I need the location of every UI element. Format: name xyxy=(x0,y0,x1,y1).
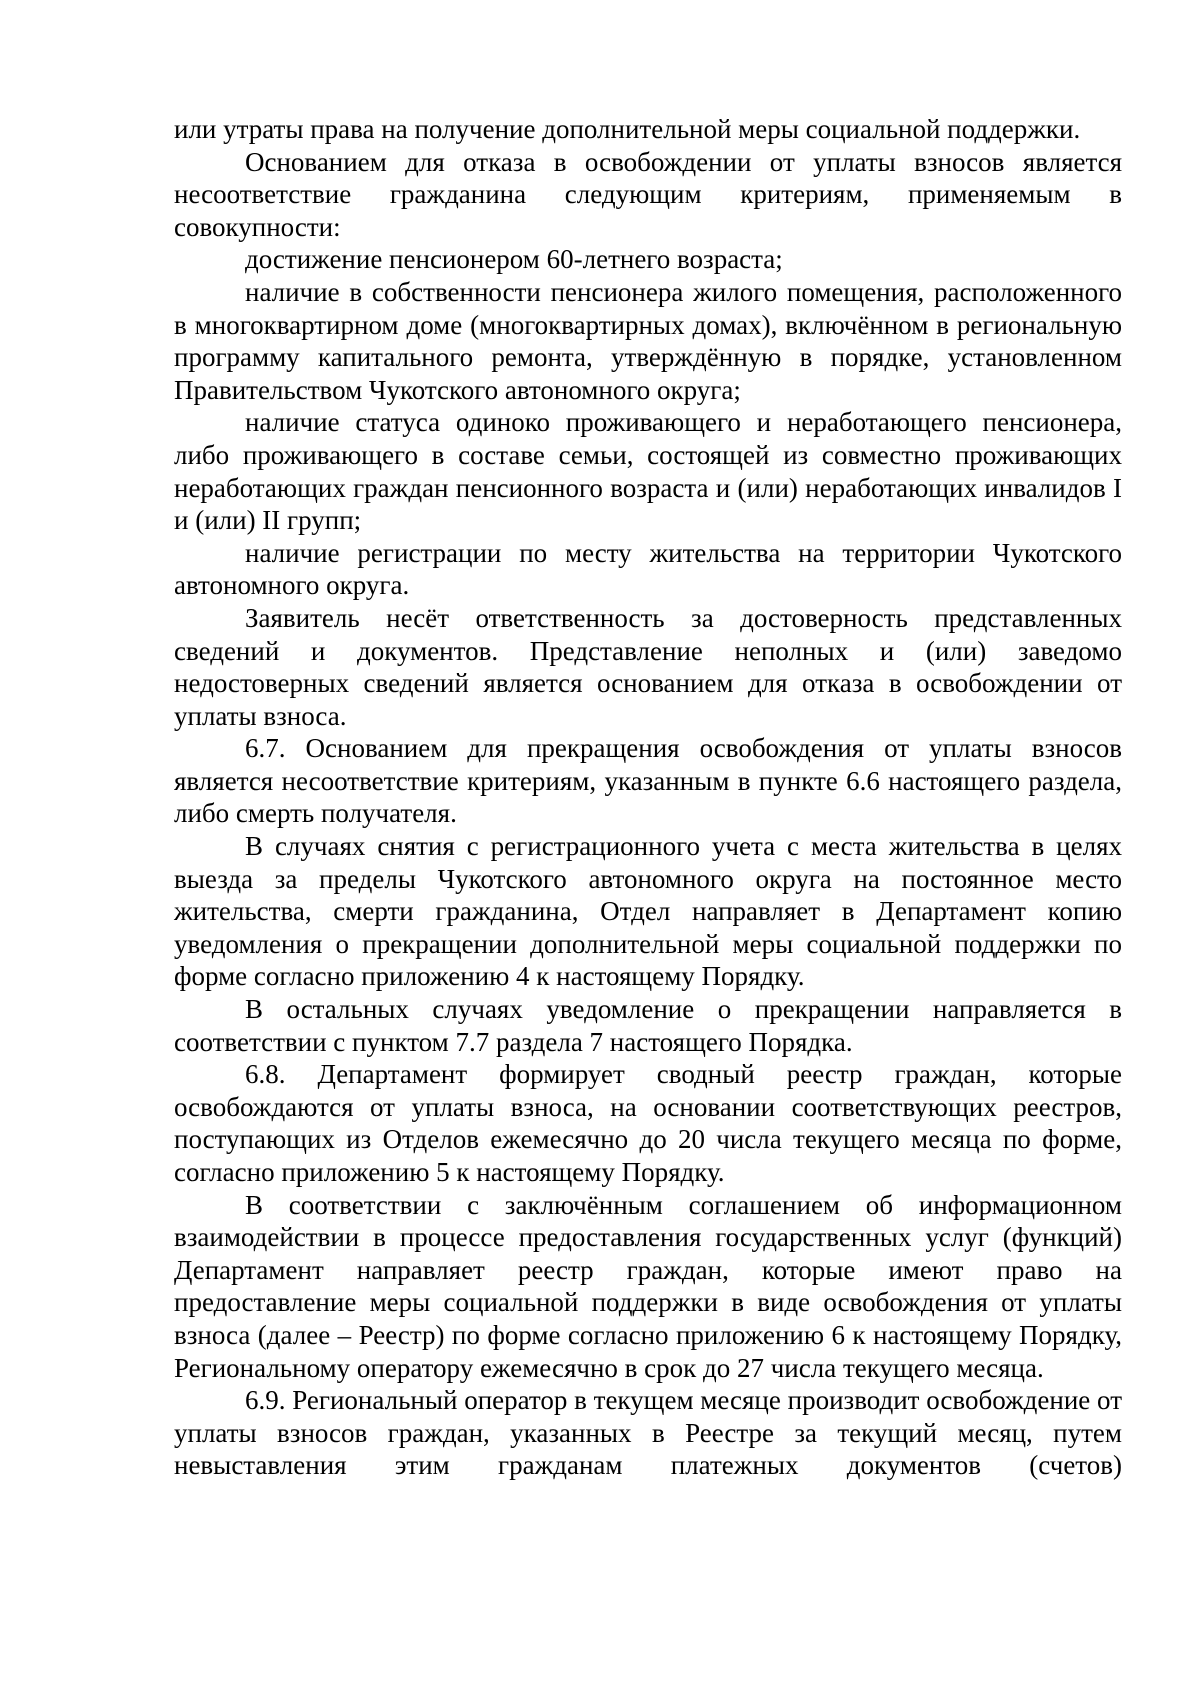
criterion-ownership: наличие в собственности пенсионера жилого помещения, расположенного в многоквартирном доме (многоквартирных домах), включённом в региональную программу капитального ремонта, утверждённую в порядке, установленном Правительством Чукотского автономного округа; xyxy=(174,276,1122,405)
paragraph-agreement: В соответствии с заключённым соглашением об информационном взаимодействии в процессе предоставления государственных услуг (функций) Департамент направляет реестр граждан, которые имеют право на предоставление меры социальной поддержки в виде освобождения от уплаты взноса (далее – Реестр) по форме согласно приложению 6 к настоящему Порядку, Региональному оператору ежемесячно в срок до 27 числа текущего месяца. xyxy=(174,1189,1122,1383)
criterion-registration: наличие регистрации по месту жительства на территории Чукотского автономного округа. xyxy=(174,537,1122,601)
paragraph-continuation: или утраты права на получение дополнительной меры социальной поддержки. xyxy=(174,114,1081,144)
paragraph-6-7: 6.7. Основанием для прекращения освобождения от уплаты взносов является несоответствие критериям, указанным в пункте 6.6 настоящего раздела, либо смерть получателя. xyxy=(174,733,1122,829)
paragraph-refusal-grounds: Основанием для отказа в освобождении от уплаты взносов является несоответствие гражданина следующим критериям, применяемым в совокупности: xyxy=(174,146,1122,242)
paragraph-applicant-responsibility: Заявитель несёт ответственность за достоверность представленных сведений и документов. Представление неполных и (или) заведомо недостоверных сведений является основанием для отказа в освобождении от уплаты взноса. xyxy=(174,602,1122,731)
paragraph-deregistration: В случаях снятия с регистрационного учета с места жительства в целях выезда за пределы Чукотского автономного округа на постоянное место жительства, смерти гражданина, Отдел направляет в Департамент копию уведомления о прекращении дополнительной меры социальной поддержки по форме согласно приложению 4 к настоящему Порядку. xyxy=(174,831,1122,992)
paragraph-6-9: 6.9. Региональный оператор в текущем месяце производит освобождение от уплаты взносов граждан, указанных в Реестре за текущий месяц, путем невыставления этим гражданам платежных документов (счетов) xyxy=(174,1385,1122,1481)
criterion-status: наличие статуса одиноко проживающего и неработающего пенсионера, либо проживающего в составе семьи, состоящей из совместно проживающих неработающих граждан пенсионного возраста и (или) неработающих инвалидов I и (или) II групп; xyxy=(174,407,1122,536)
paragraph-6-8: 6.8. Департамент формирует сводный реестр граждан, которые освобождаются от уплаты взноса, на основании соответствующих реестров, поступающих из Отделов ежемесячно до 20 числа текущего месяца по форме, согласно приложению 5 к настоящему Порядку. xyxy=(174,1059,1122,1187)
document-page xyxy=(174,113,1122,1482)
paragraph-other-cases: В остальных случаях уведомление о прекращении направляется в соответствии с пунктом 7.7 раздела 7 настоящего Порядка. xyxy=(174,994,1122,1057)
criterion-age: достижение пенсионером 60-летнего возраста; xyxy=(245,244,783,275)
